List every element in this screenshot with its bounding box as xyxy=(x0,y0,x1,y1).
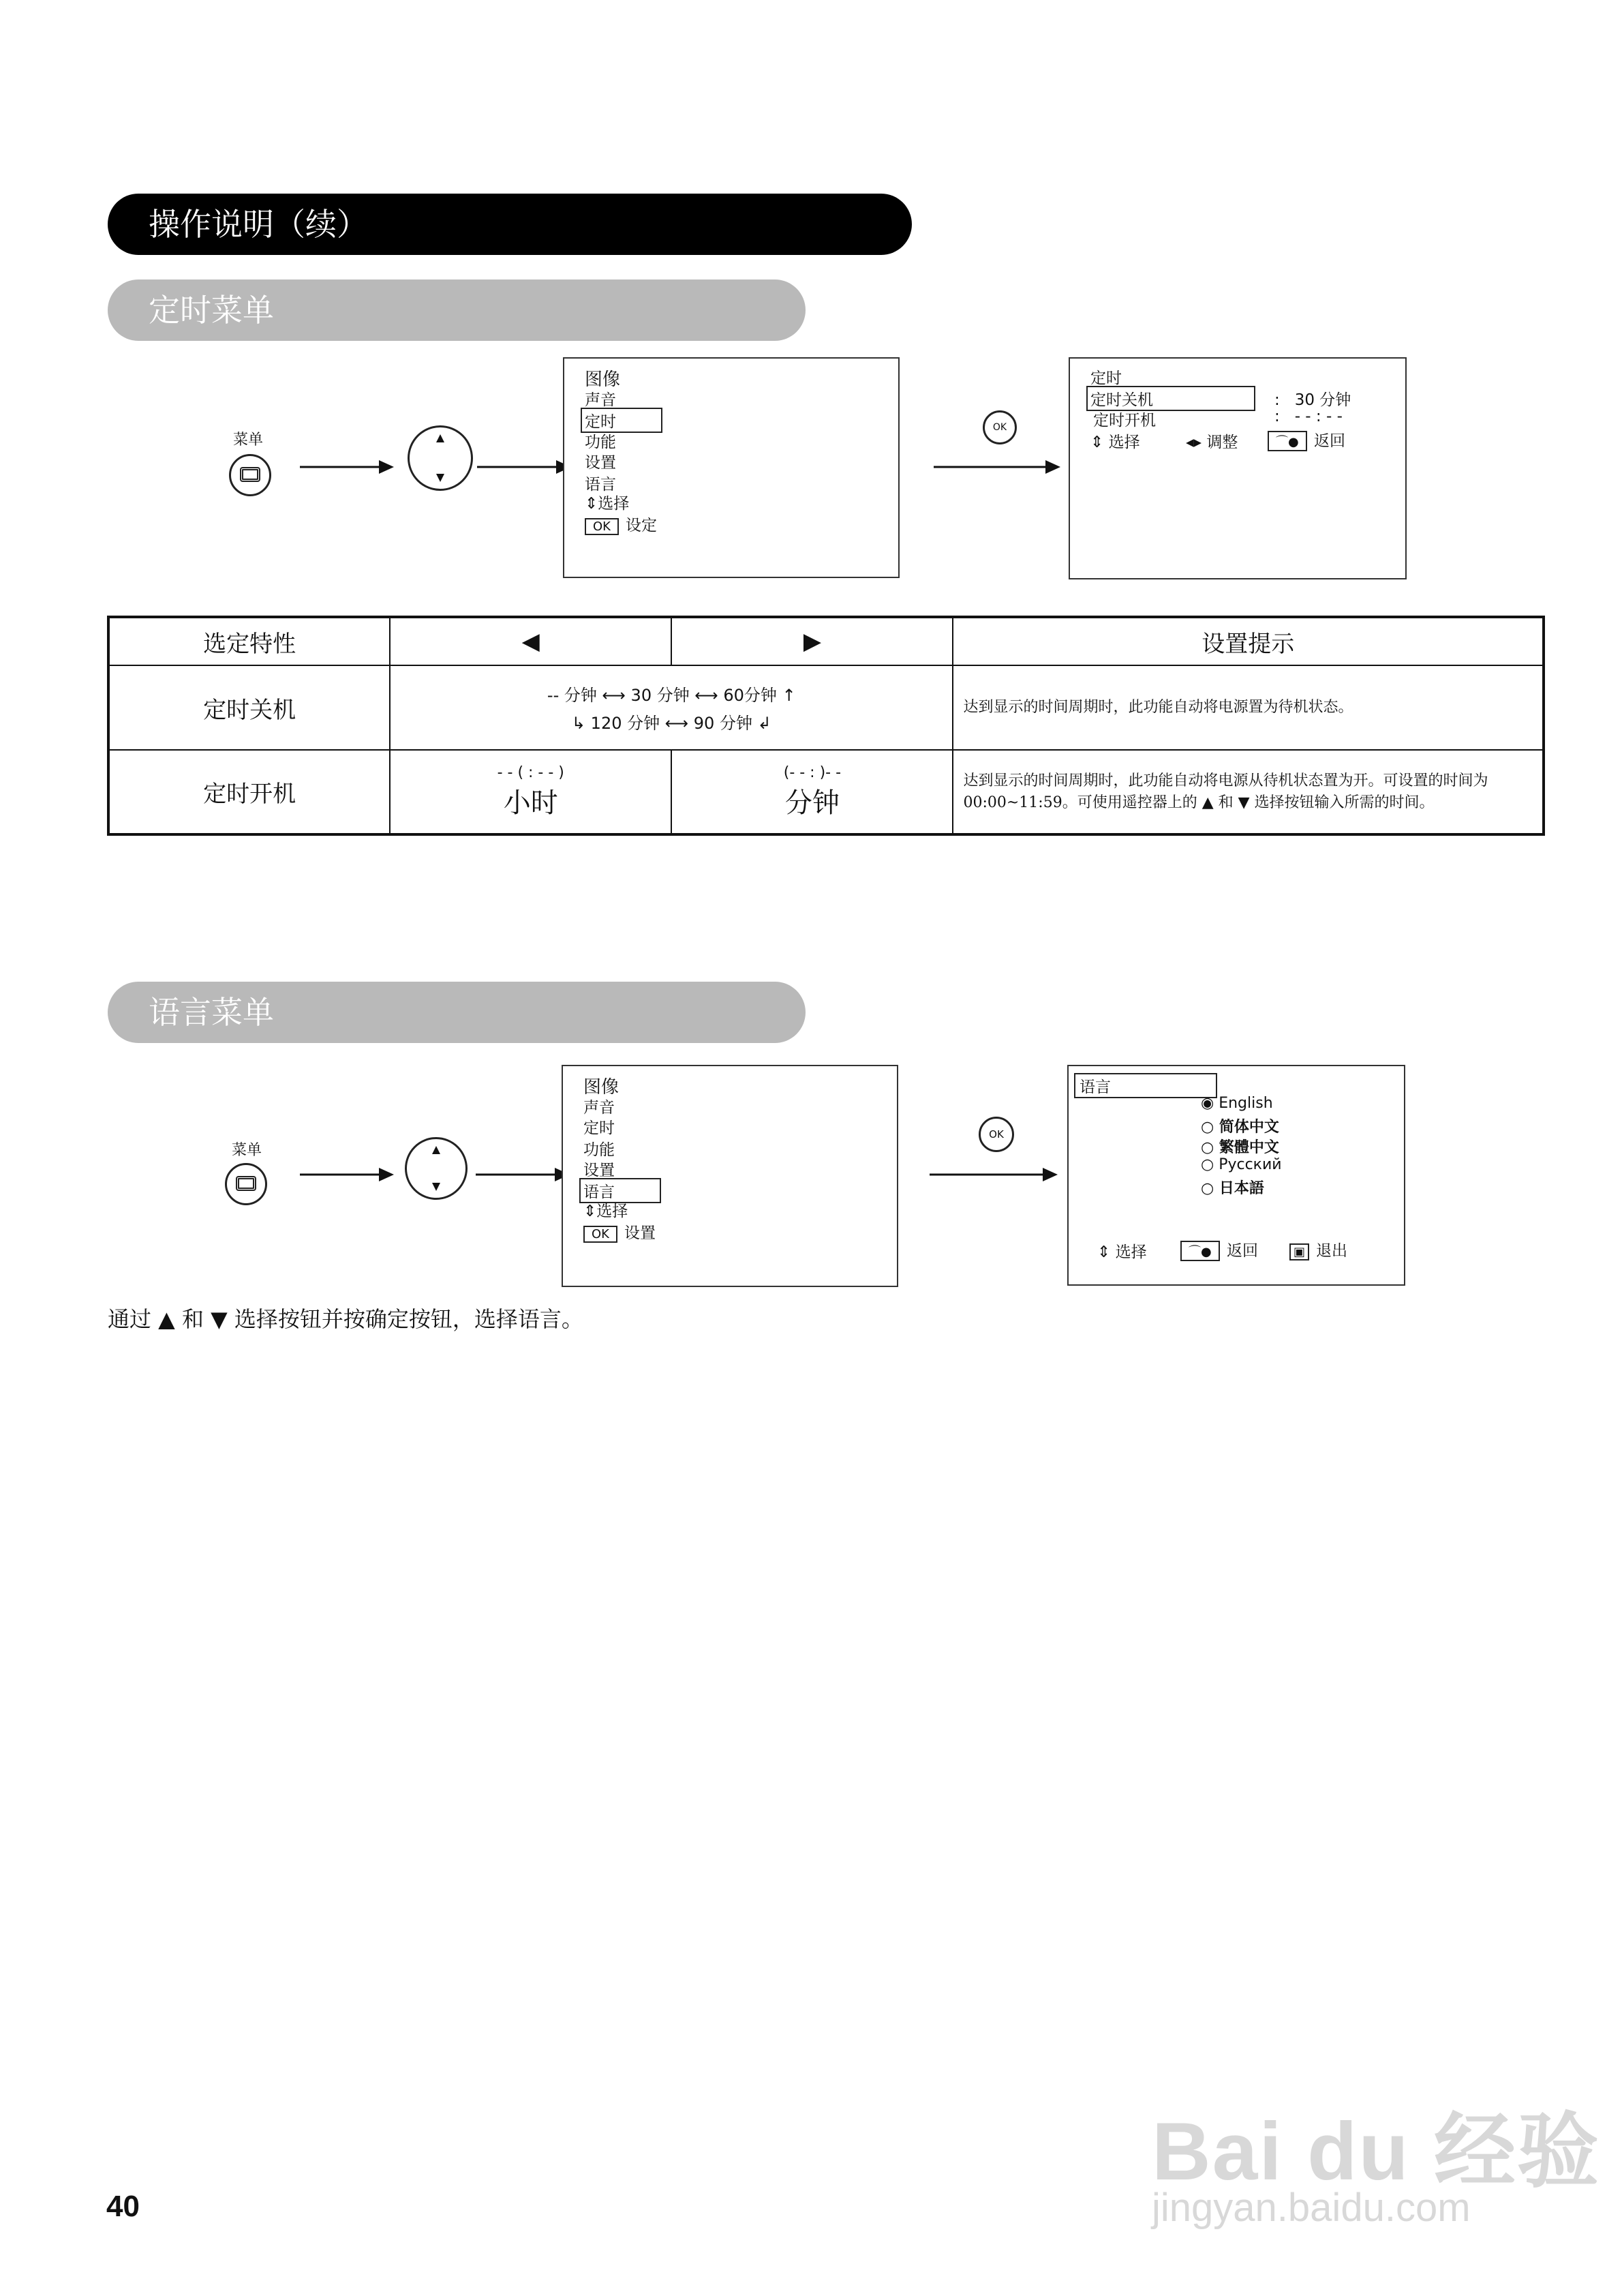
menu-item-timer: 定时 xyxy=(581,408,662,433)
table-row xyxy=(108,750,1544,834)
hint-adjust: ◂▸ 调整 xyxy=(1186,434,1238,451)
arrow-right-icon xyxy=(300,457,395,477)
menu-item-timer: 定时 xyxy=(583,1119,615,1137)
menu-item-setup: 设置 xyxy=(585,454,616,472)
up-down-icon: ⇕ xyxy=(585,495,598,513)
language-option-english: ◉ English xyxy=(1201,1095,1273,1112)
back-icon: ⌒● xyxy=(1180,1241,1220,1261)
cycle-bottom: ↳ 120 分钟 ⟷ 90 分钟 ↲ xyxy=(571,714,771,733)
radio-selected-icon: ◉ xyxy=(1201,1095,1214,1112)
left-right-icon: ◂▸ xyxy=(1186,434,1202,451)
set-hint: OK 设定 xyxy=(585,513,657,535)
on-timer-hour: - - ( : - - ) 小时 xyxy=(390,750,671,834)
ok-button-icon: OK xyxy=(983,410,1017,444)
radio-icon: ○ xyxy=(1201,1139,1214,1156)
menu-item-picture: 图像 xyxy=(585,369,621,390)
arrow-right-icon xyxy=(476,1164,571,1185)
arrow-right-icon xyxy=(477,457,572,477)
menu-icon: ▣ xyxy=(1289,1243,1309,1260)
menu-button-icon xyxy=(229,454,271,496)
up-down-button-icon xyxy=(405,1137,468,1200)
menu-button-label: 菜单 xyxy=(233,432,264,449)
language-option-traditional: ○ 繁體中文 xyxy=(1201,1139,1279,1156)
page-number: 40 xyxy=(106,2190,140,2223)
menu-button-label: 菜单 xyxy=(232,1142,262,1159)
hint-select: ⇕ 选择 xyxy=(1097,1243,1147,1261)
menu-item-setup: 设置 xyxy=(583,1162,615,1179)
watermark-brand: Bai du 经验 xyxy=(1152,2106,1601,2197)
main-menu-screen xyxy=(562,1065,898,1287)
timer-on-label: 定时开机 xyxy=(1093,412,1156,429)
radio-icon: ○ xyxy=(1201,1119,1214,1136)
radio-icon: ○ xyxy=(1201,1156,1214,1173)
timer-off-value: : 30 分钟 xyxy=(1274,391,1351,409)
feature-table xyxy=(107,616,1545,836)
on-timer-minute: (- - : )- - 分钟 xyxy=(671,750,953,834)
menu-item-sound: 声音 xyxy=(585,391,616,409)
menu-item-picture: 图像 xyxy=(583,1077,619,1098)
up-down-button-icon xyxy=(408,425,473,491)
off-timer-cycle xyxy=(390,665,953,750)
header-feature: 选定特性 xyxy=(108,617,390,665)
select-hint: ⇕选择 xyxy=(585,495,630,513)
menu-item-language: 语言 xyxy=(585,476,616,494)
radio-icon: ○ xyxy=(1201,1180,1214,1197)
hint-select: ⇕ 选择 xyxy=(1090,434,1140,451)
timer-screen xyxy=(1069,357,1407,579)
timer-on-value: : - - : - - xyxy=(1274,408,1343,425)
header-right-arrow: ▶ xyxy=(671,617,953,665)
table-header-row xyxy=(108,617,1544,665)
language-screen xyxy=(1067,1065,1405,1286)
main-menu-screen xyxy=(563,357,900,578)
language-option-simplified: ○ 简体中文 xyxy=(1201,1119,1279,1136)
timer-off-label: 定时关机 xyxy=(1086,386,1255,411)
cycle-top: -- 分钟 ⟷ 30 分钟 ⟷ 60分钟 ↑ xyxy=(547,686,796,705)
menu-item-function: 功能 xyxy=(585,434,616,451)
language-screen-title: 语言 xyxy=(1074,1073,1217,1098)
hint-back: ⌒● 返回 xyxy=(1180,1238,1258,1261)
timer-screen-title: 定时 xyxy=(1090,369,1122,387)
language-option-russian: ○ Pусский xyxy=(1201,1156,1282,1173)
language-note: 通过 ▲ 和 ▼ 选择按钮并按确定按钮，选择语言。 xyxy=(108,1306,583,1332)
hint-back: ⌒● 返回 xyxy=(1268,428,1345,451)
arrow-right-icon xyxy=(300,1164,395,1185)
language-option-japanese: ○ 日本語 xyxy=(1201,1180,1264,1197)
on-timer-tip: 达到显示的时间周期时，此功能自动将电源从待机状态置为开。可设置的时间为 00:00~11:59。可使用遥控器上的 ▲ 和 ▼ 选择按钮输入所需的时间。 xyxy=(953,750,1544,834)
hint-exit: ▣ 退出 xyxy=(1289,1238,1347,1260)
up-down-icon: ⇕ xyxy=(583,1203,597,1220)
select-hint: ⇕选择 xyxy=(583,1203,628,1220)
menu-button-icon xyxy=(225,1163,267,1205)
section-header: 操作说明（续） xyxy=(108,194,912,255)
arrow-right-icon xyxy=(934,457,1063,477)
language-menu-title: 语言菜单 xyxy=(108,982,806,1043)
set-hint: OK 设置 xyxy=(583,1220,656,1243)
feature-off-timer: 定时关机 xyxy=(108,665,390,750)
up-down-icon: ⇕ xyxy=(1097,1243,1111,1261)
table-row xyxy=(108,665,1544,750)
back-icon: ⌒● xyxy=(1268,431,1307,451)
timer-menu-title: 定时菜单 xyxy=(108,280,806,341)
arrow-right-icon xyxy=(930,1164,1060,1185)
header-left-arrow: ◀ xyxy=(390,617,671,665)
feature-on-timer: 定时开机 xyxy=(108,750,390,834)
ok-button-icon: OK xyxy=(979,1117,1014,1152)
watermark-url: jingyan.baidu.com xyxy=(1152,2186,1471,2230)
menu-item-sound: 声音 xyxy=(583,1099,615,1117)
header-tip: 设置提示 xyxy=(953,617,1544,665)
menu-item-function: 功能 xyxy=(583,1141,615,1159)
menu-item-language: 语言 xyxy=(579,1178,661,1203)
off-timer-tip: 达到显示的时间周期时，此功能自动将电源置为待机状态。 xyxy=(953,665,1544,750)
up-down-icon: ⇕ xyxy=(1090,434,1104,451)
